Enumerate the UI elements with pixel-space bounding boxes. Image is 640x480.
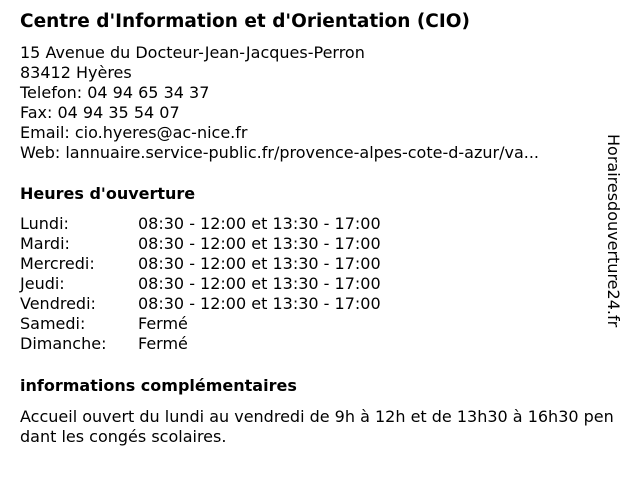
day-hours: 08:30 - 12:00 et 13:30 - 17:00	[138, 254, 381, 273]
day-label: Dimanche:	[20, 334, 107, 353]
info-text: Accueil ouvert du lundi au vendredi de 9h à 12h et de 13h30 à 16h30 pendant les congés scolaires.	[20, 407, 614, 446]
day-label: Lundi:	[20, 214, 69, 233]
phone-line: Telefon: 04 94 65 34 37	[20, 83, 210, 102]
hours-row-monday	[20, 214, 618, 234]
day-label: Jeudi:	[20, 274, 65, 293]
day-hours: Fermé	[138, 334, 188, 353]
hours-table	[20, 214, 618, 354]
site-watermark: Horairesdouverture24.fr	[604, 134, 623, 328]
day-hours: 08:30 - 12:00 et 13:30 - 17:00	[138, 234, 381, 253]
address-city: 83412 Hyères	[20, 63, 132, 82]
hours-row-sunday	[20, 334, 618, 354]
fax-line: Fax: 04 94 35 54 07	[20, 103, 180, 122]
opening-hours-card	[20, 10, 618, 447]
hours-row-wednesday	[20, 254, 618, 274]
day-hours: 08:30 - 12:00 et 13:30 - 17:00	[138, 274, 381, 293]
hours-row-thursday	[20, 274, 618, 294]
day-hours: Fermé	[138, 314, 188, 333]
web-link[interactable]: Web: lannuaire.service-public.fr/provence-alpes-cote-d-azur/va...	[20, 143, 539, 162]
email-line: Email: cio.hyeres@ac-nice.fr	[20, 123, 248, 142]
address-street: 15 Avenue du Docteur-Jean-Jacques-Perron	[20, 43, 365, 62]
day-label: Mardi:	[20, 234, 70, 253]
hours-row-friday	[20, 294, 618, 314]
day-hours: 08:30 - 12:00 et 13:30 - 17:00	[138, 214, 381, 233]
hours-row-saturday	[20, 314, 618, 334]
day-label: Samedi:	[20, 314, 86, 333]
hours-row-tuesday	[20, 234, 618, 254]
page-title: Centre d'Information et d'Orientation (CIO)	[20, 11, 470, 32]
day-label: Mercredi:	[20, 254, 95, 273]
web-line	[20, 143, 618, 163]
hours-heading: Heures d'ouverture	[20, 184, 196, 203]
day-label: Vendredi:	[20, 294, 96, 313]
day-hours: 08:30 - 12:00 et 13:30 - 17:00	[138, 294, 381, 313]
info-heading: informations complémentaires	[20, 376, 297, 395]
